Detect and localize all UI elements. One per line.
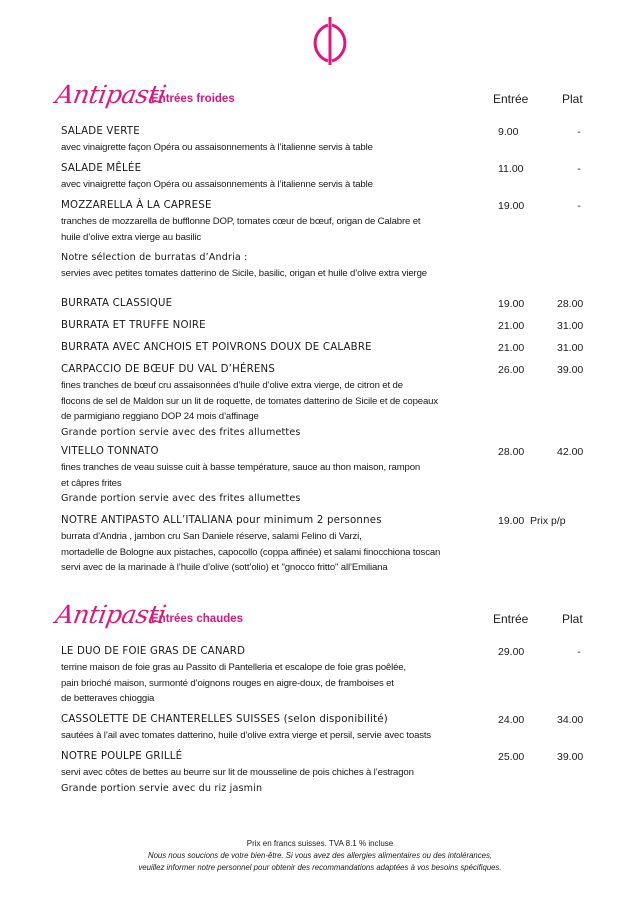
price-entree: 9.00 bbox=[498, 126, 519, 138]
item-name: NOTRE ANTIPASTO ALL’ITALIANA pour minimum 2 personnes bbox=[61, 515, 382, 526]
burrata-selection-intro bbox=[61, 250, 621, 282]
section-subtitle: Entrées froides bbox=[151, 93, 235, 105]
price-plat: - bbox=[577, 200, 581, 212]
item-name: CASSOLETTE DE CHANTERELLES SUISSES (selon disponibilité) bbox=[61, 714, 388, 725]
price-plat: 31.00 bbox=[557, 320, 584, 332]
price-entree: 21.00 bbox=[498, 320, 525, 332]
item-description: sautées à l’ail avec tomates datterino, huile d’olive extra vierge et persil, servie avec toasts bbox=[61, 730, 432, 741]
price-plat: 42.00 bbox=[557, 446, 584, 458]
menu-item bbox=[61, 124, 621, 156]
menu-item bbox=[61, 198, 621, 245]
item-description: avec vinaigrette façon Opéra ou assaisonnements à l’italienne servis à table bbox=[61, 142, 373, 153]
menu-item bbox=[61, 749, 621, 797]
item-description: flocons de sel de Maldon sur un lit de roquette, de tomates datterino de Sicile et de copeaux bbox=[61, 395, 438, 407]
footer-allergy-note: Nous nous soucions de votre bien-être. Si vous avez des allergies alimentaires ou des intolérances, bbox=[147, 851, 493, 860]
price-entree: 26.00 bbox=[498, 364, 525, 376]
price-note: Prix p/p bbox=[530, 515, 566, 527]
item-note: Grande portion servie avec des frites allumettes bbox=[61, 493, 301, 504]
item-name: BURRATA ET TRUFFE NOIRE bbox=[61, 320, 206, 331]
item-description: de betteraves chioggia bbox=[61, 693, 155, 704]
menu-item bbox=[61, 513, 621, 576]
price-plat: 34.00 bbox=[557, 714, 584, 726]
column-header-plat: Plat bbox=[562, 612, 583, 626]
column-header-entree: Entrée bbox=[493, 612, 529, 626]
price-entree: 29.00 bbox=[498, 646, 525, 658]
item-name: NOTRE POULPE GRILLÉ bbox=[61, 751, 183, 762]
item-description: fines tranches de bœuf cru assaisonnées d’huile d’olive extra vierge, de citron et de bbox=[61, 380, 403, 391]
price-plat: - bbox=[577, 163, 581, 175]
price-plat: 28.00 bbox=[557, 298, 584, 310]
footer-allergy-note: veuillez informer notre personnel pour obtenir des recommandations adaptées à vos besoins spécifiques. bbox=[138, 863, 502, 872]
item-note: Grande portion servie avec des frites allumettes bbox=[61, 426, 301, 438]
price-entree: 11.00 bbox=[498, 163, 524, 175]
item-description: terrine maison de foie gras au Passito di Pantelleria et escalope de foie gras poêlée, bbox=[61, 662, 406, 673]
item-name: BURRATA AVEC ANCHOIS ET POIVRONS DOUX DE CALABRE bbox=[61, 342, 372, 353]
item-description: fines tranches de veau suisse cuit à basse température, sauce au thon maison, rampon bbox=[61, 462, 421, 473]
menu-item bbox=[61, 296, 621, 312]
item-description: servi avec de la marinade à l’huile d’olive (sott’olio) et "gnocco fritto" all’Emiliana bbox=[61, 562, 388, 573]
item-name: LE DUO DE FOIE GRAS DE CANARD bbox=[61, 646, 246, 657]
item-name: SALADE VERTE bbox=[61, 126, 140, 137]
item-name: CARPACCIO DE BŒUF DU VAL D’HÉRENS bbox=[61, 364, 276, 375]
item-description: tranches de mozzarella de bufflonne DOP, tomates cœur de bœuf, origan de Calabre et bbox=[61, 216, 421, 227]
item-description: mortadelle de Bologne aux pistaches, capocollo (coppa affinée) et salami finocchiona toscan bbox=[61, 546, 441, 558]
item-note: Grande portion servie avec du riz jasmin bbox=[61, 782, 263, 794]
price-plat: 39.00 bbox=[557, 751, 584, 763]
column-header-plat: Plat bbox=[562, 92, 583, 106]
menu-item bbox=[61, 444, 621, 507]
price-plat: - bbox=[577, 646, 581, 658]
item-description: pain brioché maison, surmonté d’oignons rouges en aigre-doux, de framboises et bbox=[61, 677, 394, 689]
section-script-title: Antipasti bbox=[53, 600, 169, 629]
price-plat: - bbox=[577, 126, 581, 138]
menu-item bbox=[61, 712, 621, 744]
item-description: servies avec petites tomates datterino de Sicile, basilic, origan et huile d’olive extra vierge bbox=[61, 268, 427, 279]
price-entree: 28.00 bbox=[498, 446, 525, 458]
item-name: BURRATA CLASSIQUE bbox=[61, 298, 173, 309]
price-entree: 21.00 bbox=[498, 342, 525, 354]
price-entree: 19.00 bbox=[498, 200, 525, 212]
menu-item bbox=[61, 340, 621, 356]
item-name: Notre sélection de burratas d’Andria : bbox=[61, 252, 248, 263]
item-description: servi avec côtes de bettes au beurre sur lit de mousseline de pois chiches à l’estragon bbox=[61, 767, 414, 778]
circle-split-logo-icon bbox=[308, 17, 352, 65]
menu-item bbox=[61, 318, 621, 334]
item-name: SALADE MÊLÉE bbox=[61, 163, 142, 174]
item-description: de parmigiano reggiano DOP 24 mois d’affinage bbox=[61, 411, 259, 422]
item-description: avec vinaigrette façon Opéra ou assaisonnements à l’italienne servis à table bbox=[61, 179, 373, 190]
price-plat: 31.00 bbox=[557, 342, 584, 354]
item-description: huile d’olive extra vierge au basilic bbox=[61, 231, 202, 243]
menu-item bbox=[61, 161, 621, 193]
item-name: MOZZARELLA À LA CAPRESE bbox=[61, 200, 212, 211]
section-header-entrees-froides bbox=[53, 80, 596, 116]
price-entree: 24.00 bbox=[498, 714, 525, 726]
menu-item bbox=[61, 644, 621, 707]
footer bbox=[0, 838, 640, 874]
item-name: VITELLO TONNATO bbox=[61, 446, 159, 457]
price-plat: 39.00 bbox=[557, 364, 584, 376]
section-header-entrees-chaudes bbox=[53, 600, 596, 636]
price-entree: 19.00 bbox=[498, 298, 525, 310]
section-script-title: Antipasti bbox=[53, 80, 169, 109]
section-subtitle: Entrées chaudes bbox=[151, 613, 244, 625]
menu-item bbox=[61, 362, 621, 441]
footer-price-note: Prix en francs suisses. TVA 8.1 % incluse bbox=[246, 839, 394, 848]
price-entree: 19.00 bbox=[498, 515, 525, 527]
column-header-entree: Entrée bbox=[493, 92, 529, 106]
price-entree: 25.00 bbox=[498, 751, 525, 763]
item-description: et câpres frites bbox=[61, 477, 122, 489]
item-description: burrata d’Andria , jambon cru San Daniele réserve, salami Felino di Varzi, bbox=[61, 531, 362, 542]
